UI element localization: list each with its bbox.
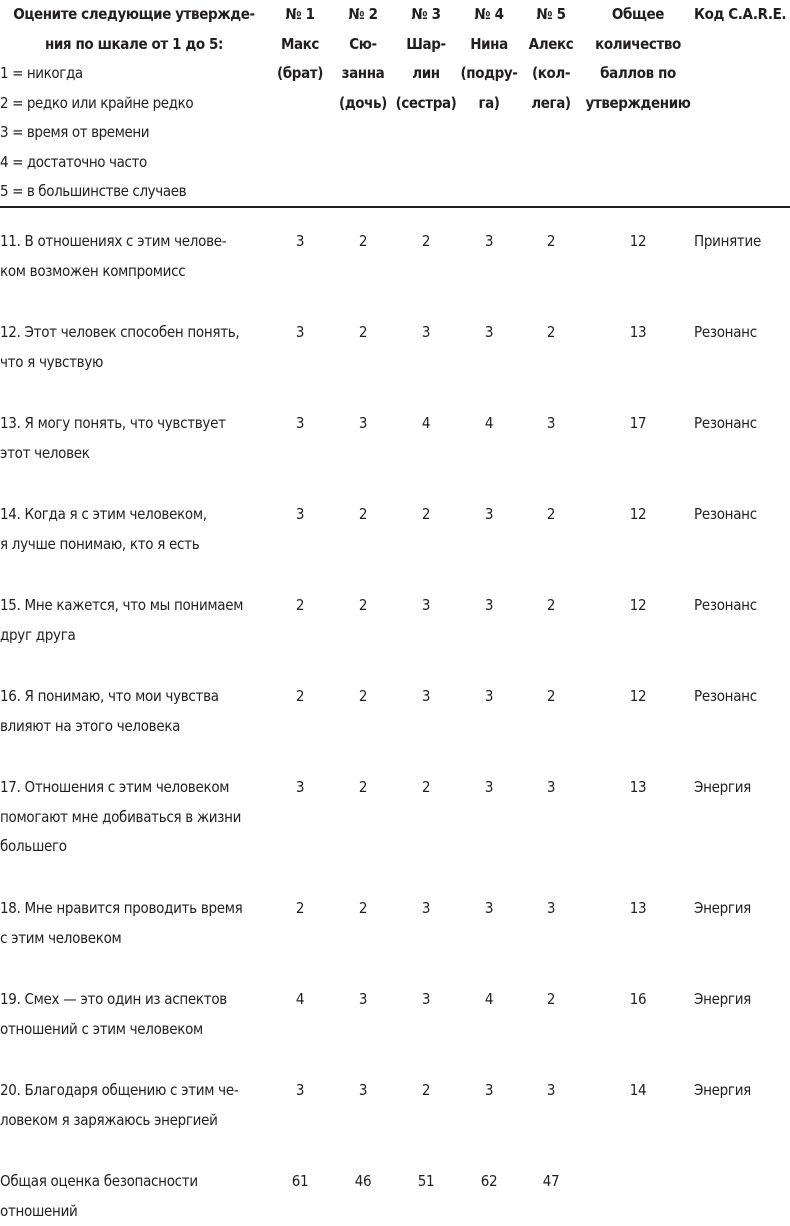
score-person-1: 3 — [275, 227, 325, 257]
statement-line: что я чувствую — [0, 348, 275, 378]
statement-line: большего — [0, 832, 275, 862]
score-person-1: 3 — [275, 773, 325, 803]
column-header-line: (брат) — [265, 59, 335, 89]
row-total: 12 — [608, 500, 668, 530]
scale-item: 1 = никогда — [0, 59, 268, 89]
statement-line: влияют на этого человека — [0, 712, 275, 742]
score-person-2: 2 — [338, 500, 388, 530]
statement-line: 19. Смех — это один из аспектов — [0, 985, 275, 1015]
column-header-line: Алекс — [516, 30, 586, 60]
score-person-5: 2 — [526, 227, 576, 257]
column-header-person-4 — [454, 0, 524, 118]
statement-line: ком возможен компромисс — [0, 257, 275, 287]
score-person-2: 2 — [338, 227, 388, 257]
summary-label — [0, 1167, 275, 1226]
statement-line: этот человек — [0, 439, 275, 469]
score-person-2: 2 — [338, 773, 388, 803]
score-person-3: 2 — [401, 773, 451, 803]
column-header-line: Код C.A.R.E. — [694, 0, 786, 30]
score-person-3: 3 — [401, 682, 451, 712]
score-person-5: 3 — [526, 894, 576, 924]
score-person-4: 3 — [464, 318, 514, 348]
statement-line: 14. Когда я с этим человеком, — [0, 500, 275, 530]
score-person-3: 2 — [401, 500, 451, 530]
score-person-3: 4 — [401, 409, 451, 439]
score-person-1: 2 — [275, 682, 325, 712]
column-header-line: (подру- — [454, 59, 524, 89]
score-person-3: 2 — [401, 1076, 451, 1106]
statement-line: 12. Этот человек способен понять, — [0, 318, 275, 348]
column-header-line: № 2 — [328, 0, 398, 30]
summary-label-line: отношений — [0, 1197, 275, 1226]
care-code: Резонанс — [694, 591, 757, 621]
row-total: 16 — [608, 985, 668, 1015]
score-person-5: 2 — [526, 682, 576, 712]
statement-line: я лучше понимаю, кто я есть — [0, 530, 275, 560]
summary-label-line: Общая оценка безопасности — [0, 1167, 275, 1197]
statement-text — [0, 985, 275, 1044]
score-person-5: 2 — [526, 591, 576, 621]
column-header-line: (сестра) — [391, 89, 461, 119]
score-person-2: 2 — [338, 591, 388, 621]
column-header-line: баллов по — [583, 59, 693, 89]
score-person-2: 2 — [338, 318, 388, 348]
score-person-5: 3 — [526, 773, 576, 803]
score-person-4: 3 — [464, 773, 514, 803]
statement-text — [0, 318, 275, 377]
statement-line: 20. Благодаря общению с этим че- — [0, 1076, 275, 1106]
care-code: Энергия — [694, 773, 751, 803]
column-header-line: Сю- — [328, 30, 398, 60]
column-header-line: занна — [328, 59, 398, 89]
column-header-line: лега) — [516, 89, 586, 119]
score-person-2: 2 — [338, 682, 388, 712]
statement-text — [0, 1076, 275, 1135]
summary-score-person-5: 47 — [526, 1167, 576, 1197]
column-header-line: Макс — [265, 30, 335, 60]
column-header-line: № 4 — [454, 0, 524, 30]
score-person-4: 3 — [464, 682, 514, 712]
row-total: 12 — [608, 591, 668, 621]
score-person-5: 2 — [526, 500, 576, 530]
statement-header — [0, 0, 268, 207]
column-header-code — [694, 0, 786, 30]
statement-line: 15. Мне кажется, что мы понимаем — [0, 591, 275, 621]
score-person-1: 2 — [275, 894, 325, 924]
column-header-line: Шар- — [391, 30, 461, 60]
score-person-4: 4 — [464, 409, 514, 439]
score-person-3: 2 — [401, 227, 451, 257]
score-person-5: 3 — [526, 1076, 576, 1106]
scale-legend — [0, 59, 268, 207]
summary-score-person-3: 51 — [401, 1167, 451, 1197]
statement-line: друг друга — [0, 621, 275, 651]
row-total: 12 — [608, 682, 668, 712]
column-header-line: га) — [454, 89, 524, 119]
statement-text — [0, 591, 275, 650]
score-person-1: 4 — [275, 985, 325, 1015]
summary-score-person-2: 46 — [338, 1167, 388, 1197]
statement-line: ловеком я заряжаюсь энергией — [0, 1106, 275, 1136]
statement-text — [0, 773, 275, 862]
score-person-5: 3 — [526, 409, 576, 439]
care-code: Энергия — [694, 1076, 751, 1106]
score-person-2: 3 — [338, 1076, 388, 1106]
statement-text — [0, 227, 275, 286]
score-person-1: 3 — [275, 500, 325, 530]
statement-title-line: ния по шкале от 1 до 5: — [0, 30, 268, 60]
score-person-3: 3 — [401, 591, 451, 621]
column-header-person-3 — [391, 0, 461, 118]
scale-item: 4 = достаточно часто — [0, 148, 268, 178]
column-header-line: № 5 — [516, 0, 586, 30]
score-person-5: 2 — [526, 985, 576, 1015]
score-person-1: 3 — [275, 318, 325, 348]
statement-line: 11. В отношениях с этим челове- — [0, 227, 275, 257]
scale-item: 2 = редко или крайне редко — [0, 89, 268, 119]
column-header-line: Нина — [454, 30, 524, 60]
statement-line: с этим человеком — [0, 924, 275, 954]
column-header-total — [583, 0, 693, 118]
column-header-person-1 — [265, 0, 335, 89]
care-code: Резонанс — [694, 318, 757, 348]
score-person-2: 3 — [338, 985, 388, 1015]
scale-item: 3 = время от времени — [0, 118, 268, 148]
score-person-1: 2 — [275, 591, 325, 621]
score-person-1: 3 — [275, 409, 325, 439]
statement-line: 13. Я могу понять, что чувствует — [0, 409, 275, 439]
row-total: 13 — [608, 894, 668, 924]
care-code: Резонанс — [694, 682, 757, 712]
statement-title-line: Оцените следующие утвержде- — [0, 0, 268, 30]
scale-item: 5 = в большинстве случаев — [0, 177, 268, 207]
statement-text — [0, 409, 275, 468]
score-person-3: 3 — [401, 985, 451, 1015]
column-header-line: (дочь) — [328, 89, 398, 119]
statement-line: отношений с этим человеком — [0, 1015, 275, 1045]
column-header-person-5 — [516, 0, 586, 118]
statement-line: 18. Мне нравится проводить время — [0, 894, 275, 924]
column-header-line: № 1 — [265, 0, 335, 30]
score-person-5: 2 — [526, 318, 576, 348]
row-total: 12 — [608, 227, 668, 257]
summary-score-person-4: 62 — [464, 1167, 514, 1197]
statement-text — [0, 682, 275, 741]
statement-line: 17. Отношения с этим человеком — [0, 773, 275, 803]
row-total: 14 — [608, 1076, 668, 1106]
column-header-line: лин — [391, 59, 461, 89]
score-person-4: 3 — [464, 500, 514, 530]
score-person-2: 3 — [338, 409, 388, 439]
row-total: 17 — [608, 409, 668, 439]
statement-text — [0, 894, 275, 953]
score-person-4: 3 — [464, 227, 514, 257]
statement-text — [0, 500, 275, 559]
header-divider — [0, 206, 790, 208]
score-person-3: 3 — [401, 894, 451, 924]
score-person-2: 2 — [338, 894, 388, 924]
row-total: 13 — [608, 318, 668, 348]
column-header-line: Общее — [583, 0, 693, 30]
column-header-line: (кол- — [516, 59, 586, 89]
care-code: Резонанс — [694, 500, 757, 530]
care-code: Энергия — [694, 985, 751, 1015]
care-code: Принятие — [694, 227, 761, 257]
summary-score-person-1: 61 — [275, 1167, 325, 1197]
score-person-4: 3 — [464, 591, 514, 621]
score-person-1: 3 — [275, 1076, 325, 1106]
score-person-3: 3 — [401, 318, 451, 348]
care-code: Энергия — [694, 894, 751, 924]
statement-line: помогают мне добиваться в жизни — [0, 803, 275, 833]
statement-line: 16. Я понимаю, что мои чувства — [0, 682, 275, 712]
score-person-4: 4 — [464, 985, 514, 1015]
column-header-person-2 — [328, 0, 398, 118]
row-total: 13 — [608, 773, 668, 803]
score-person-4: 3 — [464, 1076, 514, 1106]
column-header-line: утверждению — [583, 89, 693, 119]
care-code: Резонанс — [694, 409, 757, 439]
score-person-4: 3 — [464, 894, 514, 924]
column-header-line: количество — [583, 30, 693, 60]
column-header-line: № 3 — [391, 0, 461, 30]
